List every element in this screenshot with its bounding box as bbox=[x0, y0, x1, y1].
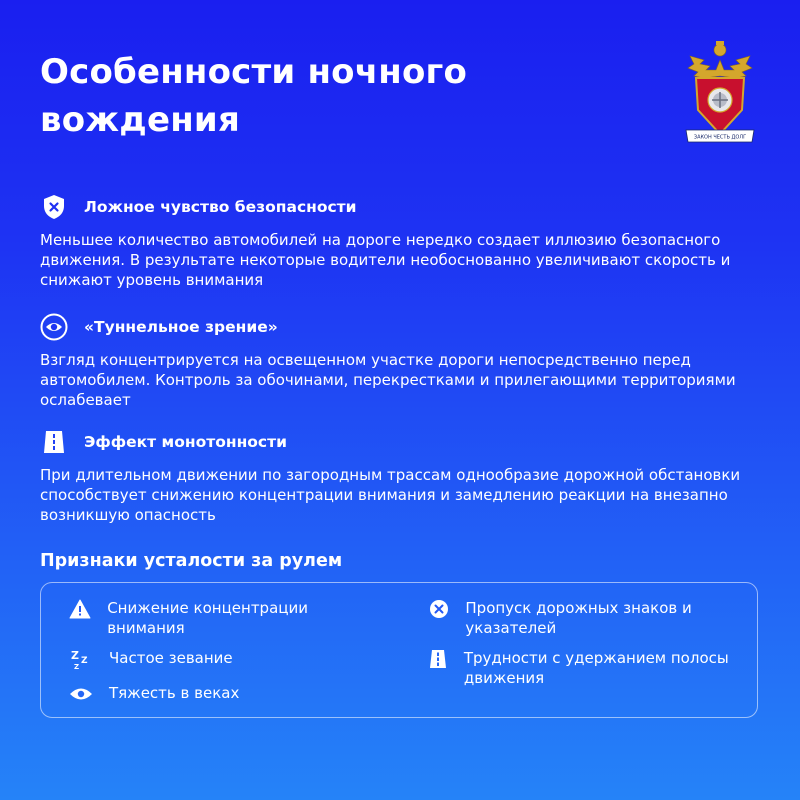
warning-icon bbox=[69, 597, 91, 621]
police-emblem-icon bbox=[682, 38, 758, 154]
close-circle-icon bbox=[429, 597, 449, 621]
zzz-icon bbox=[69, 647, 93, 671]
svg-text:Z: Z bbox=[71, 649, 79, 662]
section-header bbox=[40, 312, 760, 342]
list-item bbox=[69, 648, 369, 671]
eye-icon bbox=[69, 682, 93, 706]
shield-x-icon bbox=[40, 193, 68, 221]
list-item-label: Снижение концентрации внимания bbox=[107, 599, 308, 637]
list-item-label: Частое зевание bbox=[109, 649, 233, 667]
section-header bbox=[40, 192, 760, 222]
fatigue-signs-box bbox=[40, 582, 758, 718]
section-title: Эффект монотонности bbox=[84, 433, 287, 451]
section-monotony bbox=[40, 427, 760, 525]
fatigue-signs-heading: Признаки усталости за рулем bbox=[40, 551, 343, 571]
section-title: «Туннельное зрение» bbox=[84, 318, 278, 336]
list-item bbox=[429, 598, 739, 638]
list-item bbox=[429, 648, 739, 688]
svg-text:Z: Z bbox=[74, 663, 80, 670]
list-item bbox=[69, 598, 369, 638]
section-tunnel-vision bbox=[40, 312, 760, 410]
section-text: Меньшее количество автомобилей на дороге нередко создает иллюзию безопасного движения. В результате некоторые водители необоснованно увеличивают скорость и снижают уровень внимания bbox=[40, 231, 731, 289]
list-item bbox=[69, 683, 369, 706]
list-item-label: Тяжесть в веках bbox=[109, 684, 240, 702]
page-title: Особенности ночного вождения bbox=[40, 52, 468, 140]
section-header bbox=[40, 427, 760, 457]
road-icon bbox=[429, 647, 448, 671]
list-item-label: Пропуск дорожных знаков и указателей bbox=[465, 599, 692, 637]
section-text: Взгляд концентрируется на освещенном участке дороги непосредственно перед автомобилем. Контроль за обочинами, перекрестками и прилегающими территориями ослабевает bbox=[40, 351, 736, 409]
eye-icon bbox=[40, 313, 68, 341]
svg-text:ЗАКОН ЧЕСТЬ ДОЛГ: ЗАКОН ЧЕСТЬ ДОЛГ bbox=[693, 134, 747, 141]
section-text: При длительном движении по загородным трассам однообразие дорожной обстановки способствует снижению концентрации внимания и замедлению реакции на внезапно возникшую опасность bbox=[40, 466, 741, 524]
list-item-label: Трудности с удержанием полосы движения bbox=[463, 649, 729, 687]
section-false-safety bbox=[40, 192, 760, 290]
svg-text:Z: Z bbox=[81, 656, 88, 666]
section-title: Ложное чувство безопасности bbox=[84, 198, 357, 216]
road-icon bbox=[40, 428, 68, 456]
